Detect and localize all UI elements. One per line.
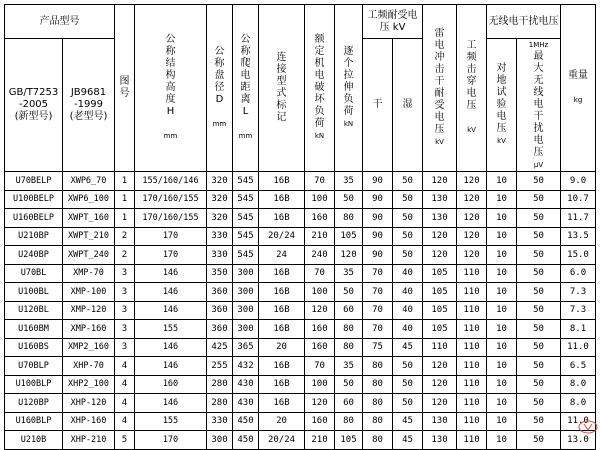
table-cell: 50 <box>393 227 423 246</box>
table-cell: 300 <box>233 320 259 339</box>
table-cell: 130 <box>423 431 457 450</box>
table-cell: 280 <box>207 375 233 394</box>
riv-header: 无线电干扰电压 <box>487 5 561 39</box>
table-cell: 1 <box>115 172 135 191</box>
table-cell: U70BL <box>5 264 63 283</box>
table-cell: 7.3 <box>561 283 596 302</box>
table-cell: 3 <box>115 264 135 283</box>
table-row <box>5 227 596 246</box>
table-cell: 50 <box>393 190 423 209</box>
table-cell: XHP-210 <box>63 431 115 450</box>
table-cell: 545 <box>233 246 259 265</box>
table-cell: U160BLP <box>5 412 63 431</box>
table-cell: 16B <box>259 264 305 283</box>
table-cell: 170 <box>135 246 207 265</box>
table-cell: U240BP <box>5 246 63 265</box>
table-cell: 50 <box>517 172 561 191</box>
table-cell: 240 <box>305 246 335 265</box>
table-cell: XMP2_160 <box>63 338 115 357</box>
table-cell: 1 <box>115 190 135 209</box>
gb-model-header: GB/T7253 -2005 (新型号) <box>5 39 63 172</box>
table-cell: 10.7 <box>561 190 596 209</box>
table-cell: 146 <box>135 357 207 376</box>
table-cell: 50 <box>517 338 561 357</box>
table-cell: 80 <box>363 431 393 450</box>
table-cell: 80 <box>363 412 393 431</box>
table-cell: 10 <box>487 301 517 320</box>
table-cell: 110 <box>457 301 487 320</box>
table-cell: 130 <box>423 190 457 209</box>
table-cell: 50 <box>393 209 423 228</box>
table-cell: 110 <box>457 338 487 357</box>
table-cell: 545 <box>233 209 259 228</box>
table-cell: 300 <box>233 264 259 283</box>
table-cell: 50 <box>517 190 561 209</box>
table-cell: 210 <box>305 431 335 450</box>
table-row <box>5 246 596 265</box>
wet-header: 湿 <box>393 39 423 172</box>
table-cell: 7.3 <box>561 301 596 320</box>
table-row <box>5 190 596 209</box>
table-cell: 16B <box>259 172 305 191</box>
table-cell: 425 <box>207 338 233 357</box>
table-cell: 8.1 <box>561 320 596 339</box>
table-cell: 90 <box>363 227 393 246</box>
table-cell: XWP6_70 <box>63 172 115 191</box>
table-cell: 255 <box>207 357 233 376</box>
table-cell: 70 <box>363 264 393 283</box>
impulse-header: 雷电冲击干耐受电压 kV <box>423 5 457 172</box>
table-cell: 16B <box>259 394 305 413</box>
table-cell: 105 <box>335 227 363 246</box>
table-cell: U210B <box>5 431 63 450</box>
riv-max-header: 1MHz 最大无线电干扰电压 μV <box>517 39 561 172</box>
table-cell: 70 <box>305 264 335 283</box>
table-cell: 110 <box>457 375 487 394</box>
table-cell: 330 <box>207 412 233 431</box>
table-cell: 120 <box>335 246 363 265</box>
table-cell: 120 <box>423 394 457 413</box>
table-cell: 10 <box>487 264 517 283</box>
table-cell: 35 <box>335 357 363 376</box>
table-cell: 50 <box>393 375 423 394</box>
table-cell: 50 <box>517 227 561 246</box>
diameter-header: 公称盘径 D mm <box>207 5 233 172</box>
table-cell: 120 <box>423 246 457 265</box>
table-cell: 80 <box>335 412 363 431</box>
table-cell: 10 <box>487 394 517 413</box>
table-cell: 545 <box>233 227 259 246</box>
table-row <box>5 264 596 283</box>
table-cell: 120 <box>457 209 487 228</box>
table-cell: 50 <box>393 394 423 413</box>
table-cell: 3 <box>115 283 135 302</box>
table-cell: 10 <box>487 357 517 376</box>
table-cell: U120BP <box>5 394 63 413</box>
table-cell: 120 <box>423 227 457 246</box>
table-cell: 20 <box>259 412 305 431</box>
table-cell: 120 <box>457 190 487 209</box>
table-cell: 2 <box>115 227 135 246</box>
table-cell: U100BELP <box>5 190 63 209</box>
table-row <box>5 394 596 413</box>
jb-model-header: JB9681 -1999 (老型号) <box>63 39 115 172</box>
table-cell: 80 <box>335 209 363 228</box>
table-cell: 10 <box>487 172 517 191</box>
table-cell: 155 <box>135 320 207 339</box>
table-cell: 155/160/146 <box>135 172 207 191</box>
table-cell: 3 <box>115 338 135 357</box>
table-cell: 90 <box>363 190 393 209</box>
table-cell: U210BP <box>5 227 63 246</box>
table-cell: 146 <box>135 301 207 320</box>
table-cell: 45 <box>393 412 423 431</box>
table-cell: 330 <box>207 227 233 246</box>
table-cell: 50 <box>517 320 561 339</box>
table-cell: 50 <box>517 412 561 431</box>
table-cell: 10 <box>487 227 517 246</box>
table-cell: 105 <box>335 431 363 450</box>
table-cell: 40 <box>393 283 423 302</box>
table-cell: 160 <box>135 375 207 394</box>
figure-no-header: 图号 <box>115 5 135 172</box>
table-cell: 45 <box>393 338 423 357</box>
table-cell: 16B <box>259 320 305 339</box>
table-cell: 110 <box>457 283 487 302</box>
table-cell: 4 <box>115 394 135 413</box>
table-cell: 90 <box>363 246 393 265</box>
weight-header: 重量 kg <box>561 5 596 172</box>
creepage-header: 公称爬电距离 L mm <box>233 5 259 172</box>
table-cell: 120 <box>423 357 457 376</box>
table-cell: XMP-120 <box>63 301 115 320</box>
table-cell: 24 <box>259 246 305 265</box>
table-cell: XHP-160 <box>63 412 115 431</box>
table-cell: 50 <box>393 246 423 265</box>
table-cell: 70 <box>305 172 335 191</box>
table-cell: 170 <box>135 431 207 450</box>
pf-withstand-header: 工频耐受电压 kV <box>363 5 423 39</box>
table-cell: 5 <box>115 431 135 450</box>
table-cell: 120 <box>457 227 487 246</box>
riv-test-header: 对地试验电压 kV <box>487 39 517 172</box>
table-cell: 10 <box>487 209 517 228</box>
table-cell: U100BL <box>5 283 63 302</box>
table-cell: 20/24 <box>259 431 305 450</box>
table-cell: 45 <box>393 431 423 450</box>
table-cell: 50 <box>517 209 561 228</box>
table-cell: 300 <box>233 301 259 320</box>
table-cell: XMP-100 <box>63 283 115 302</box>
table-row <box>5 338 596 357</box>
table-cell: 100 <box>305 283 335 302</box>
table-cell: 50 <box>517 394 561 413</box>
table-row <box>5 375 596 394</box>
table-cell: 9.0 <box>561 172 596 191</box>
table-cell: 155 <box>135 412 207 431</box>
table-cell: 16B <box>259 375 305 394</box>
table-cell: 50 <box>335 283 363 302</box>
table-cell: 360 <box>207 320 233 339</box>
table-cell: 320 <box>207 190 233 209</box>
table-cell: U160BELP <box>5 209 63 228</box>
table-cell: 10 <box>487 190 517 209</box>
table-row <box>5 431 596 450</box>
table-cell: 120 <box>305 301 335 320</box>
table-cell: XWPT_160 <box>63 209 115 228</box>
table-cell: 120 <box>457 246 487 265</box>
table-cell: 13.0 <box>561 431 596 450</box>
table-cell: 16B <box>259 357 305 376</box>
table-cell: 110 <box>457 412 487 431</box>
table-cell: U100BLP <box>5 375 63 394</box>
table-cell: 6.0 <box>561 264 596 283</box>
table-cell: 450 <box>233 412 259 431</box>
table-cell: 110 <box>423 338 457 357</box>
table-cell: 130 <box>423 209 457 228</box>
tensile-load-header: 逐个拉伸负荷 kN <box>335 5 363 172</box>
table-cell: 80 <box>335 320 363 339</box>
table-cell: 50 <box>393 357 423 376</box>
table-cell: 50 <box>517 283 561 302</box>
table-cell: 15.0 <box>561 246 596 265</box>
table-cell: 70 <box>363 301 393 320</box>
table-cell: 110 <box>457 264 487 283</box>
table-cell: 90 <box>363 172 393 191</box>
table-cell: 160 <box>305 412 335 431</box>
table-cell: 70 <box>363 320 393 339</box>
table-cell: 20 <box>259 338 305 357</box>
table-cell: 100 <box>305 190 335 209</box>
table-cell: 50 <box>517 264 561 283</box>
table-row <box>5 320 596 339</box>
table-cell: XWPT_240 <box>63 246 115 265</box>
table-cell: 11.0 <box>561 338 596 357</box>
table-cell: 146 <box>135 264 207 283</box>
table-cell: U70BELP <box>5 172 63 191</box>
table-cell: 365 <box>233 338 259 357</box>
table-cell: 3 <box>115 301 135 320</box>
table-cell: 20/24 <box>259 227 305 246</box>
table-cell: 105 <box>423 301 457 320</box>
table-cell: 110 <box>457 394 487 413</box>
table-cell: 146 <box>135 338 207 357</box>
table-cell: 50 <box>335 375 363 394</box>
table-cell: 75 <box>363 338 393 357</box>
table-cell: 110 <box>457 357 487 376</box>
table-cell: 2 <box>115 246 135 265</box>
table-cell: 90 <box>363 209 393 228</box>
table-cell: XMP-160 <box>63 320 115 339</box>
table-cell: 10 <box>487 320 517 339</box>
table-cell: 16B <box>259 209 305 228</box>
table-cell: 10 <box>487 283 517 302</box>
table-cell: 160 <box>305 320 335 339</box>
table-cell: 330 <box>207 246 233 265</box>
table-cell: 35 <box>335 264 363 283</box>
rated-load-header: 额定机电破坏负荷 kN <box>305 5 335 172</box>
table-row <box>5 172 596 191</box>
table-cell: 13.5 <box>561 227 596 246</box>
table-cell: 320 <box>207 172 233 191</box>
table-cell: 40 <box>393 301 423 320</box>
table-cell: 4 <box>115 412 135 431</box>
table-cell: 6.5 <box>561 357 596 376</box>
table-cell: 545 <box>233 190 259 209</box>
table-cell: 360 <box>207 301 233 320</box>
puncture-header: 工频击穿电压 kV <box>457 5 487 172</box>
table-cell: 430 <box>233 394 259 413</box>
table-cell: 10 <box>487 338 517 357</box>
table-cell: 4 <box>115 357 135 376</box>
table-body <box>5 172 596 450</box>
table-cell: 350 <box>207 264 233 283</box>
table-cell: 70 <box>363 283 393 302</box>
table-cell: 4 <box>115 375 135 394</box>
table-cell: 1 <box>115 209 135 228</box>
table-cell: 80 <box>335 338 363 357</box>
table-cell: 10 <box>487 412 517 431</box>
table-cell: XMP-70 <box>63 264 115 283</box>
table-cell: 300 <box>233 283 259 302</box>
table-cell: 50 <box>517 375 561 394</box>
table-cell: 120 <box>305 394 335 413</box>
table-cell: 11.0 <box>561 412 596 431</box>
table-cell: 450 <box>233 431 259 450</box>
table-cell: 50 <box>517 431 561 450</box>
table-cell: 120 <box>423 375 457 394</box>
table-cell: 50 <box>335 190 363 209</box>
table-cell: XWPT_210 <box>63 227 115 246</box>
table-cell: 300 <box>207 431 233 450</box>
table-cell: XHP2_100 <box>63 375 115 394</box>
table-cell: 170/160/155 <box>135 190 207 209</box>
table-cell: 105 <box>423 283 457 302</box>
table-cell: 545 <box>233 172 259 191</box>
table-cell: 16B <box>259 190 305 209</box>
table-cell: 11.7 <box>561 209 596 228</box>
table-cell: U70BLP <box>5 357 63 376</box>
table-cell: 160 <box>305 338 335 357</box>
table-cell: 16B <box>259 301 305 320</box>
table-cell: 80 <box>363 394 393 413</box>
table-cell: XHP-120 <box>63 394 115 413</box>
table-cell: 80 <box>363 357 393 376</box>
dry-header: 干 <box>363 39 393 172</box>
table-cell: 430 <box>233 375 259 394</box>
table-cell: U120BL <box>5 301 63 320</box>
table-cell: 360 <box>207 283 233 302</box>
table-cell: 40 <box>393 320 423 339</box>
table-cell: 8.0 <box>561 394 596 413</box>
table-cell: 40 <box>393 264 423 283</box>
table-cell: 50 <box>517 301 561 320</box>
table-cell: 3 <box>115 320 135 339</box>
table-cell: 170/160/155 <box>135 209 207 228</box>
table-cell: 320 <box>207 209 233 228</box>
table-row <box>5 412 596 431</box>
table-cell: 170 <box>135 227 207 246</box>
watermark-logo-icon <box>578 420 598 434</box>
table-cell: XWP6_100 <box>63 190 115 209</box>
height-header: 公称结构高度 H mm <box>135 5 207 172</box>
table-cell: 100 <box>305 375 335 394</box>
table-cell: 105 <box>423 264 457 283</box>
table-cell: 432 <box>233 357 259 376</box>
table-cell: 210 <box>305 227 335 246</box>
table-cell: XHP-70 <box>63 357 115 376</box>
table-cell: 130 <box>423 412 457 431</box>
table-cell: 146 <box>135 394 207 413</box>
coupling-header: 连接型式标记 <box>259 5 305 172</box>
table-cell: 50 <box>393 172 423 191</box>
table-cell: 16B <box>259 283 305 302</box>
table-cell: 50 <box>517 246 561 265</box>
table-cell: 60 <box>335 301 363 320</box>
table-cell: 10 <box>487 246 517 265</box>
table-cell: 80 <box>363 375 393 394</box>
table-row <box>5 209 596 228</box>
table-row <box>5 357 596 376</box>
table-cell: U160BS <box>5 338 63 357</box>
table-cell: 105 <box>423 320 457 339</box>
table-cell: 120 <box>457 172 487 191</box>
table-cell: 8.0 <box>561 375 596 394</box>
table-cell: 160 <box>305 209 335 228</box>
table-cell: 280 <box>207 394 233 413</box>
table-cell: 110 <box>457 320 487 339</box>
table-cell: 10 <box>487 375 517 394</box>
table-cell: 50 <box>517 357 561 376</box>
table-cell: 35 <box>335 172 363 191</box>
table-cell: 120 <box>423 172 457 191</box>
table-cell: 70 <box>305 357 335 376</box>
table-row <box>5 283 596 302</box>
table-cell: 110 <box>457 431 487 450</box>
table-cell: 10 <box>487 431 517 450</box>
table-cell: 60 <box>335 394 363 413</box>
table-cell: 146 <box>135 283 207 302</box>
table-row <box>5 301 596 320</box>
product-model-header: 产品型号 <box>5 5 115 39</box>
insulator-spec-table <box>4 4 596 450</box>
table-cell: U160BM <box>5 320 63 339</box>
